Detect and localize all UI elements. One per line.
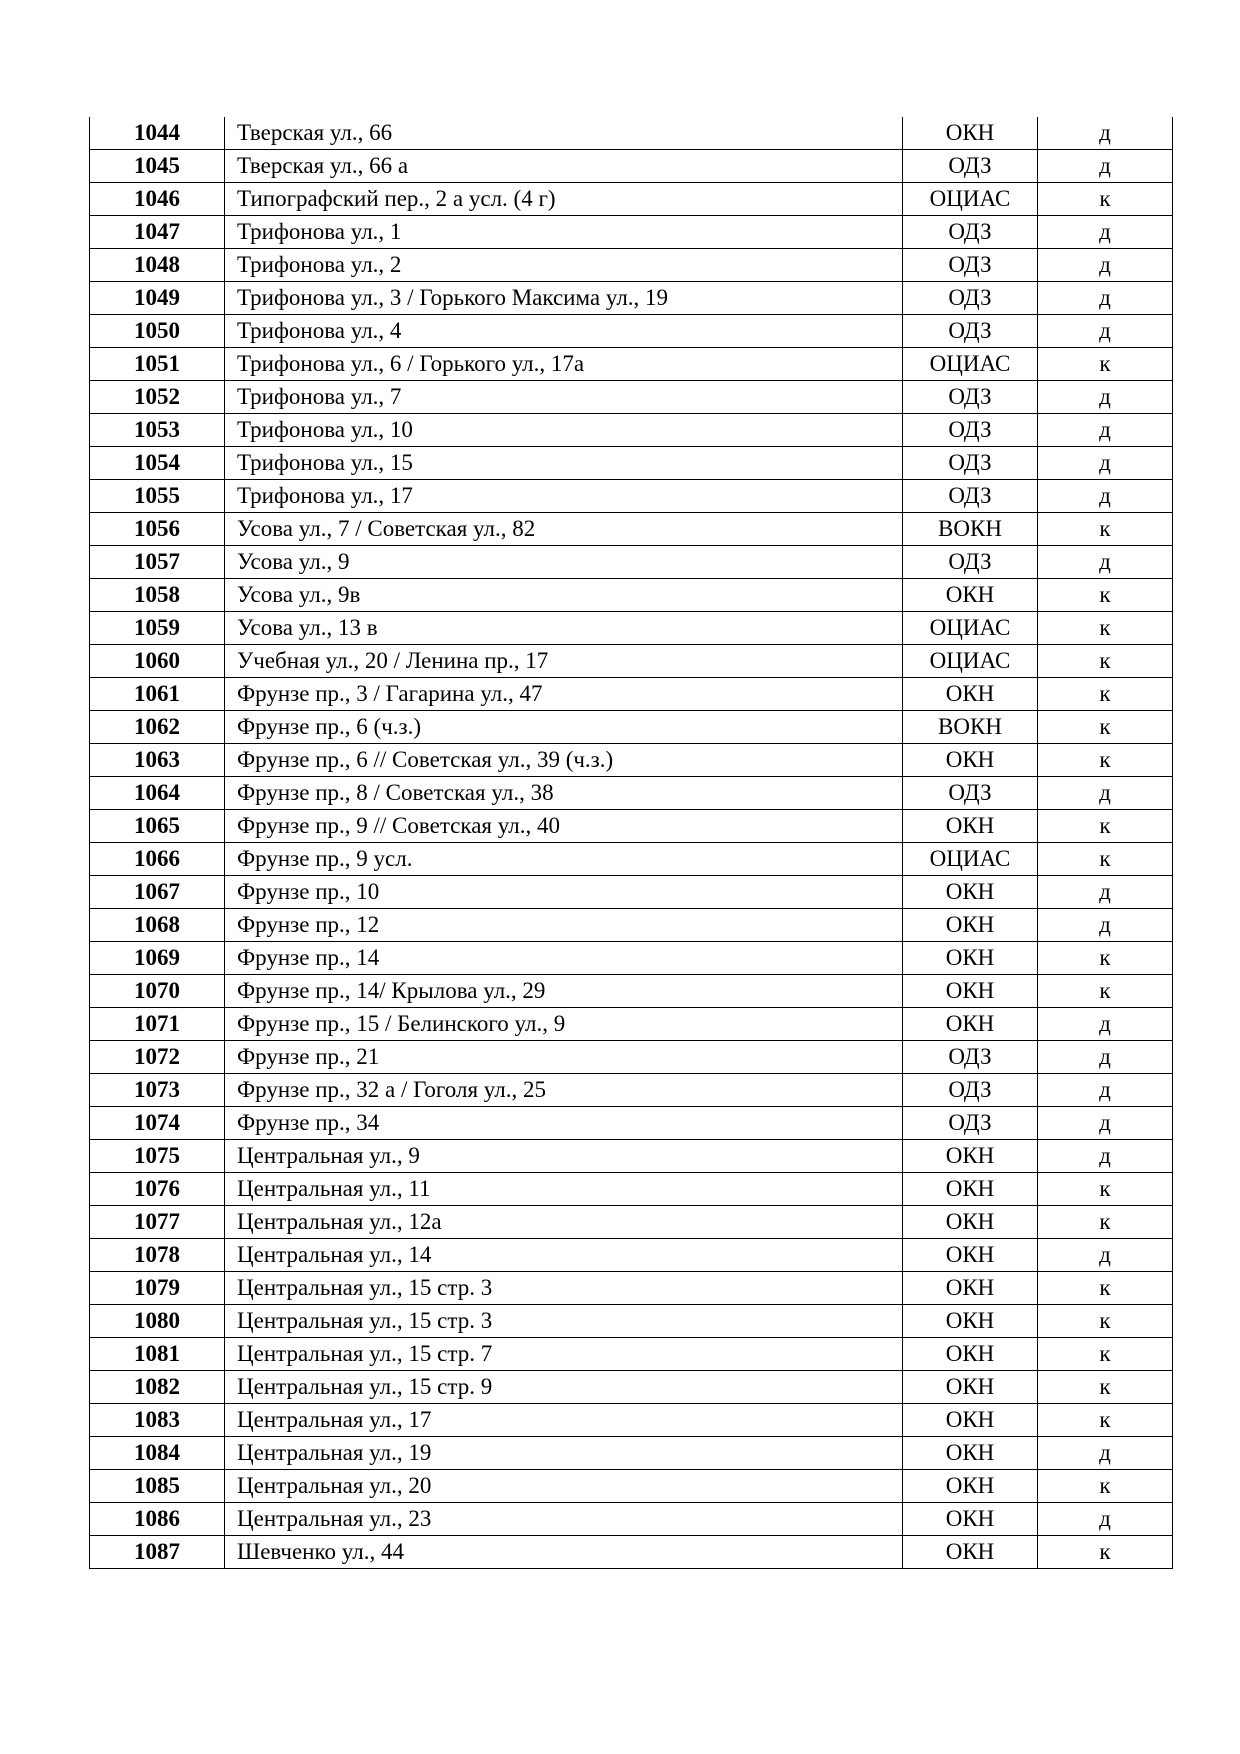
address-cell: Центральная ул., 15 стр. 7 (225, 1338, 903, 1371)
object-type-cell: ОДЗ (903, 216, 1038, 249)
table-row (90, 612, 1173, 645)
category-cell: д (1038, 150, 1173, 183)
table-row (90, 1305, 1173, 1338)
table-row (90, 513, 1173, 546)
table-row (90, 975, 1173, 1008)
table-row (90, 1503, 1173, 1536)
address-cell: Фрунзе пр., 12 (225, 909, 903, 942)
category-cell: к (1038, 843, 1173, 876)
table-row (90, 282, 1173, 315)
row-number-cell: 1059 (90, 612, 225, 645)
address-cell: Фрунзе пр., 3 / Гагарина ул., 47 (225, 678, 903, 711)
address-cell: Усова ул., 9 (225, 546, 903, 579)
address-cell: Фрунзе пр., 32 а / Гоголя ул., 25 (225, 1074, 903, 1107)
row-number-cell: 1071 (90, 1008, 225, 1041)
address-cell: Центральная ул., 15 стр. 9 (225, 1371, 903, 1404)
table-row (90, 1140, 1173, 1173)
address-cell: Центральная ул., 15 стр. 3 (225, 1272, 903, 1305)
row-number-cell: 1049 (90, 282, 225, 315)
table-body (90, 117, 1173, 1569)
address-cell: Фрунзе пр., 21 (225, 1041, 903, 1074)
category-cell: д (1038, 1437, 1173, 1470)
object-type-cell: ОКН (903, 1404, 1038, 1437)
object-type-cell: ОЦИАС (903, 183, 1038, 216)
table-row (90, 876, 1173, 909)
address-cell: Трифонова ул., 4 (225, 315, 903, 348)
row-number-cell: 1044 (90, 117, 225, 150)
address-cell: Фрунзе пр., 9 // Советская ул., 40 (225, 810, 903, 843)
row-number-cell: 1069 (90, 942, 225, 975)
table-row (90, 150, 1173, 183)
category-cell: д (1038, 282, 1173, 315)
object-type-cell: ОДЗ (903, 480, 1038, 513)
object-type-cell: ОКН (903, 1503, 1038, 1536)
address-cell: Фрунзе пр., 9 усл. (225, 843, 903, 876)
table-row (90, 1173, 1173, 1206)
address-cell: Фрунзе пр., 6 (ч.з.) (225, 711, 903, 744)
category-cell: к (1038, 1536, 1173, 1569)
row-number-cell: 1073 (90, 1074, 225, 1107)
table-row (90, 447, 1173, 480)
address-cell: Тверская ул., 66 а (225, 150, 903, 183)
category-cell: к (1038, 711, 1173, 744)
table-row (90, 843, 1173, 876)
row-number-cell: 1045 (90, 150, 225, 183)
object-type-cell: ОКН (903, 1140, 1038, 1173)
row-number-cell: 1046 (90, 183, 225, 216)
category-cell: д (1038, 777, 1173, 810)
object-type-cell: ОДЗ (903, 414, 1038, 447)
object-type-cell: ОДЗ (903, 1074, 1038, 1107)
table-row (90, 249, 1173, 282)
address-cell: Трифонова ул., 7 (225, 381, 903, 414)
address-cell: Трифонова ул., 10 (225, 414, 903, 447)
row-number-cell: 1074 (90, 1107, 225, 1140)
category-cell: к (1038, 1371, 1173, 1404)
object-type-cell: ОЦИАС (903, 612, 1038, 645)
table-row (90, 1074, 1173, 1107)
category-cell: к (1038, 975, 1173, 1008)
address-cell: Тверская ул., 66 (225, 117, 903, 150)
table-row (90, 414, 1173, 447)
category-cell: д (1038, 315, 1173, 348)
category-cell: к (1038, 513, 1173, 546)
object-type-cell: ОДЗ (903, 447, 1038, 480)
address-cell: Центральная ул., 23 (225, 1503, 903, 1536)
address-cell: Центральная ул., 17 (225, 1404, 903, 1437)
object-type-cell: ОКН (903, 1371, 1038, 1404)
objects-table (89, 117, 1173, 1569)
table-row (90, 315, 1173, 348)
object-type-cell: ОКН (903, 942, 1038, 975)
category-cell: к (1038, 1404, 1173, 1437)
category-cell: д (1038, 249, 1173, 282)
category-cell: д (1038, 1140, 1173, 1173)
table-row (90, 1470, 1173, 1503)
row-number-cell: 1067 (90, 876, 225, 909)
address-cell: Центральная ул., 11 (225, 1173, 903, 1206)
row-number-cell: 1079 (90, 1272, 225, 1305)
address-cell: Фрунзе пр., 10 (225, 876, 903, 909)
row-number-cell: 1080 (90, 1305, 225, 1338)
category-cell: к (1038, 183, 1173, 216)
address-cell: Центральная ул., 20 (225, 1470, 903, 1503)
row-number-cell: 1051 (90, 348, 225, 381)
address-cell: Шевченко ул., 44 (225, 1536, 903, 1569)
row-number-cell: 1078 (90, 1239, 225, 1272)
object-type-cell: ОКН (903, 876, 1038, 909)
category-cell: д (1038, 1239, 1173, 1272)
row-number-cell: 1085 (90, 1470, 225, 1503)
address-cell: Фрунзе пр., 8 / Советская ул., 38 (225, 777, 903, 810)
table-row (90, 810, 1173, 843)
category-cell: к (1038, 810, 1173, 843)
row-number-cell: 1066 (90, 843, 225, 876)
object-type-cell: ОКН (903, 1437, 1038, 1470)
object-type-cell: ВОКН (903, 711, 1038, 744)
table-row (90, 1008, 1173, 1041)
category-cell: к (1038, 1272, 1173, 1305)
object-type-cell: ОЦИАС (903, 645, 1038, 678)
table-row (90, 1338, 1173, 1371)
address-cell: Центральная ул., 15 стр. 3 (225, 1305, 903, 1338)
category-cell: д (1038, 117, 1173, 150)
address-cell: Фрунзе пр., 15 / Белинского ул., 9 (225, 1008, 903, 1041)
category-cell: д (1038, 876, 1173, 909)
table-row (90, 1107, 1173, 1140)
address-cell: Трифонова ул., 2 (225, 249, 903, 282)
object-type-cell: ОДЗ (903, 249, 1038, 282)
category-cell: д (1038, 1503, 1173, 1536)
category-cell: д (1038, 1008, 1173, 1041)
table-row (90, 579, 1173, 612)
row-number-cell: 1083 (90, 1404, 225, 1437)
row-number-cell: 1052 (90, 381, 225, 414)
category-cell: д (1038, 1074, 1173, 1107)
object-type-cell: ОКН (903, 1272, 1038, 1305)
category-cell: д (1038, 1041, 1173, 1074)
address-cell: Трифонова ул., 15 (225, 447, 903, 480)
row-number-cell: 1063 (90, 744, 225, 777)
row-number-cell: 1070 (90, 975, 225, 1008)
object-type-cell: ОДЗ (903, 546, 1038, 579)
address-cell: Трифонова ул., 3 / Горького Максима ул., 19 (225, 282, 903, 315)
row-number-cell: 1084 (90, 1437, 225, 1470)
category-cell: к (1038, 579, 1173, 612)
row-number-cell: 1055 (90, 480, 225, 513)
row-number-cell: 1050 (90, 315, 225, 348)
row-number-cell: 1047 (90, 216, 225, 249)
object-type-cell: ОКН (903, 678, 1038, 711)
category-cell: к (1038, 1305, 1173, 1338)
category-cell: д (1038, 1107, 1173, 1140)
category-cell: к (1038, 612, 1173, 645)
row-number-cell: 1068 (90, 909, 225, 942)
object-type-cell: ОКН (903, 579, 1038, 612)
table-row (90, 777, 1173, 810)
category-cell: к (1038, 942, 1173, 975)
category-cell: д (1038, 909, 1173, 942)
address-cell: Центральная ул., 9 (225, 1140, 903, 1173)
address-cell: Усова ул., 13 в (225, 612, 903, 645)
row-number-cell: 1058 (90, 579, 225, 612)
table-row (90, 348, 1173, 381)
object-type-cell: ОКН (903, 1239, 1038, 1272)
row-number-cell: 1087 (90, 1536, 225, 1569)
row-number-cell: 1076 (90, 1173, 225, 1206)
address-cell: Трифонова ул., 6 / Горького ул., 17а (225, 348, 903, 381)
address-cell: Усова ул., 7 / Советская ул., 82 (225, 513, 903, 546)
address-cell: Трифонова ул., 1 (225, 216, 903, 249)
row-number-cell: 1072 (90, 1041, 225, 1074)
address-cell: Типографский пер., 2 а усл. (4 г) (225, 183, 903, 216)
object-type-cell: ОКН (903, 744, 1038, 777)
category-cell: д (1038, 216, 1173, 249)
table-row (90, 1206, 1173, 1239)
table-row (90, 546, 1173, 579)
table-row (90, 1437, 1173, 1470)
table-row (90, 942, 1173, 975)
object-type-cell: ОКН (903, 1470, 1038, 1503)
table-row (90, 183, 1173, 216)
address-cell: Центральная ул., 14 (225, 1239, 903, 1272)
category-cell: д (1038, 546, 1173, 579)
address-cell: Учебная ул., 20 / Ленина пр., 17 (225, 645, 903, 678)
table-row (90, 381, 1173, 414)
row-number-cell: 1060 (90, 645, 225, 678)
object-type-cell: ОДЗ (903, 315, 1038, 348)
object-type-cell: ОДЗ (903, 1041, 1038, 1074)
object-type-cell: ОКН (903, 909, 1038, 942)
address-cell: Фрунзе пр., 6 // Советская ул., 39 (ч.з.) (225, 744, 903, 777)
object-type-cell: ОКН (903, 1338, 1038, 1371)
object-type-cell: ОКН (903, 1536, 1038, 1569)
row-number-cell: 1048 (90, 249, 225, 282)
category-cell: к (1038, 1206, 1173, 1239)
address-cell: Усова ул., 9в (225, 579, 903, 612)
row-number-cell: 1065 (90, 810, 225, 843)
table-row (90, 744, 1173, 777)
object-type-cell: ОКН (903, 117, 1038, 150)
object-type-cell: ОДЗ (903, 282, 1038, 315)
row-number-cell: 1057 (90, 546, 225, 579)
object-type-cell: ОЦИАС (903, 348, 1038, 381)
address-cell: Трифонова ул., 17 (225, 480, 903, 513)
row-number-cell: 1064 (90, 777, 225, 810)
row-number-cell: 1075 (90, 1140, 225, 1173)
category-cell: д (1038, 447, 1173, 480)
object-type-cell: ОКН (903, 1173, 1038, 1206)
address-cell: Фрунзе пр., 14 (225, 942, 903, 975)
table-row (90, 1239, 1173, 1272)
table-row (90, 1272, 1173, 1305)
object-type-cell: ОКН (903, 1206, 1038, 1239)
address-cell: Центральная ул., 12а (225, 1206, 903, 1239)
table-row (90, 117, 1173, 150)
category-cell: к (1038, 744, 1173, 777)
object-type-cell: ОКН (903, 975, 1038, 1008)
category-cell: д (1038, 414, 1173, 447)
object-type-cell: ВОКН (903, 513, 1038, 546)
object-type-cell: ОДЗ (903, 381, 1038, 414)
table-row (90, 1041, 1173, 1074)
category-cell: к (1038, 1173, 1173, 1206)
object-type-cell: ОДЗ (903, 150, 1038, 183)
row-number-cell: 1056 (90, 513, 225, 546)
category-cell: д (1038, 480, 1173, 513)
object-type-cell: ОКН (903, 1008, 1038, 1041)
object-type-cell: ОЦИАС (903, 843, 1038, 876)
address-cell: Центральная ул., 19 (225, 1437, 903, 1470)
row-number-cell: 1054 (90, 447, 225, 480)
object-type-cell: ОДЗ (903, 777, 1038, 810)
row-number-cell: 1086 (90, 1503, 225, 1536)
category-cell: к (1038, 1470, 1173, 1503)
row-number-cell: 1077 (90, 1206, 225, 1239)
table-row (90, 645, 1173, 678)
row-number-cell: 1061 (90, 678, 225, 711)
table-row (90, 1404, 1173, 1437)
table-row (90, 909, 1173, 942)
table-row (90, 1536, 1173, 1569)
object-type-cell: ОКН (903, 810, 1038, 843)
row-number-cell: 1082 (90, 1371, 225, 1404)
address-cell: Фрунзе пр., 14/ Крылова ул., 29 (225, 975, 903, 1008)
table-row (90, 678, 1173, 711)
object-type-cell: ОКН (903, 1305, 1038, 1338)
row-number-cell: 1062 (90, 711, 225, 744)
category-cell: к (1038, 678, 1173, 711)
category-cell: к (1038, 348, 1173, 381)
row-number-cell: 1053 (90, 414, 225, 447)
category-cell: д (1038, 381, 1173, 414)
table-row (90, 216, 1173, 249)
category-cell: к (1038, 1338, 1173, 1371)
object-type-cell: ОДЗ (903, 1107, 1038, 1140)
category-cell: к (1038, 645, 1173, 678)
table-row (90, 711, 1173, 744)
row-number-cell: 1081 (90, 1338, 225, 1371)
table-row (90, 480, 1173, 513)
table-row (90, 1371, 1173, 1404)
address-cell: Фрунзе пр., 34 (225, 1107, 903, 1140)
